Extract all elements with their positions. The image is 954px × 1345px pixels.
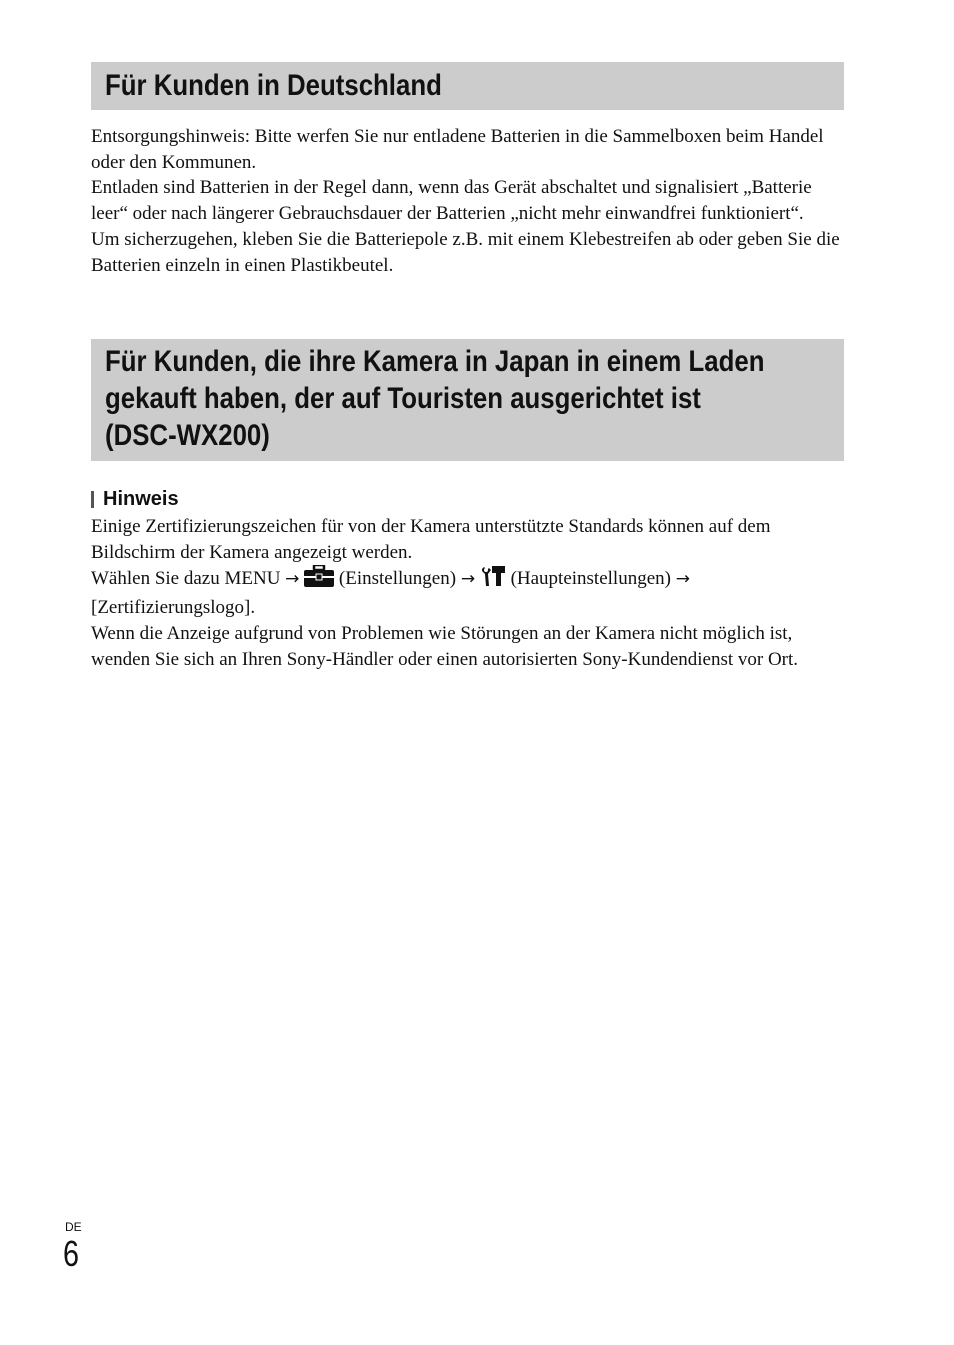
section-header-japan: [91, 339, 844, 461]
paragraph: Um sicherzugehen, kleben Sie die Batteriepole z.B. mit einem Klebestreifen ab oder geben Sie die Batterien einzeln in einen Plastikbeutel.: [91, 228, 840, 276]
arrow-icon: →: [675, 569, 690, 590]
wrench-hammer-icon: [480, 565, 506, 595]
section-body-japan: [91, 514, 851, 672]
arrow-icon: →: [460, 569, 476, 590]
menu-path-paragraph: [91, 565, 851, 620]
section-title-line: Für Kunden, die ihre Kamera in Japan in einem Laden: [105, 345, 765, 378]
paragraph: Wenn die Anzeige aufgrund von Problemen wie Störungen an der Kamera nicht möglich ist, wenden Sie sich an Ihren Sony-Händler oder einen autorisierten Sony-Kundendienst vor Ort.: [91, 622, 799, 670]
paragraph: Entsorgungshinweis: Bitte werfen Sie nur entladene Batterien in die Sammelboxen beim Handel oder den Kommunen.: [91, 126, 824, 173]
section-title: Für Kunden in Deutschland: [105, 69, 442, 102]
settings-label: (Einstellungen): [338, 568, 457, 590]
main-settings-label: (Haupteinstellungen): [510, 568, 671, 590]
note-marker: [91, 491, 94, 508]
paragraph: Einige Zertifizierungszeichen für von der Kamera unterstützte Standards können auf dem Bildschirm der Kamera angezeigt werden.: [91, 516, 771, 563]
arrow-icon: →: [285, 569, 300, 590]
paragraph: Entladen sind Batterien in der Regel dann, wenn das Gerät abschaltet und signalisiert „Batterie leer“ oder nach längerer Gebrauchsdauer der Batterien „nicht mehr einwandfrei funktioniert“.: [91, 177, 812, 225]
page-number: 6: [63, 1233, 80, 1274]
page-language-label: DE: [65, 1220, 82, 1234]
section-title-line: gekauft haben, der auf Touristen ausgerichtet ist: [105, 382, 701, 415]
section-title-line: (DSC-WX200): [105, 419, 270, 452]
note-heading-text: Hinweis: [103, 488, 179, 510]
section-body-germany: [91, 124, 851, 278]
section-header-germany: [91, 62, 844, 110]
toolbox-icon: [304, 565, 334, 595]
menu-path-final-item: [Zertifizierungslogo].: [91, 597, 256, 619]
menu-path-prefix: Wählen Sie dazu MENU: [91, 568, 281, 590]
note-heading: [91, 486, 179, 512]
